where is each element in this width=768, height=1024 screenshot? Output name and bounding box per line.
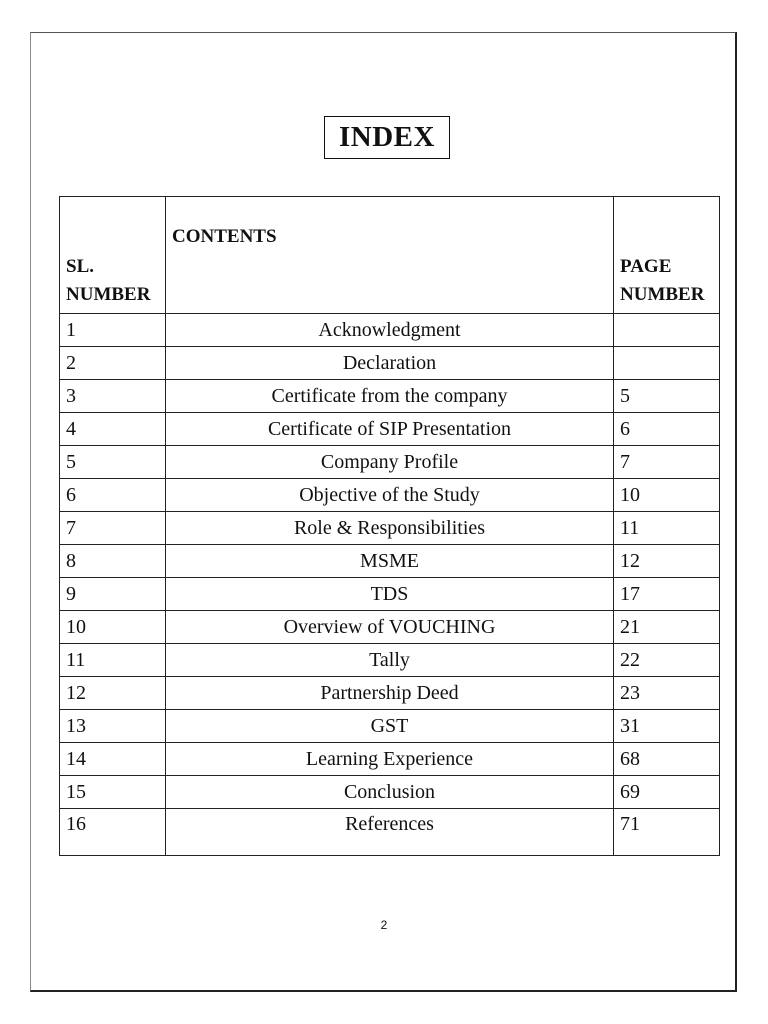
contents-cell: Learning Experience <box>166 743 614 776</box>
page-number-cell: 5 <box>614 380 720 413</box>
contents-cell: Declaration <box>166 347 614 380</box>
sl-number-cell: 4 <box>60 413 166 446</box>
page-number-cell: 7 <box>614 446 720 479</box>
sl-number-cell: 3 <box>60 380 166 413</box>
table-row <box>60 347 720 380</box>
page-number-cell: 71 <box>614 809 720 856</box>
sl-number-header <box>60 197 166 314</box>
sl-number-cell: 1 <box>60 314 166 347</box>
sl-number-cell: 9 <box>60 578 166 611</box>
sl-number-cell: 6 <box>60 479 166 512</box>
contents-header: CONTENTS <box>166 197 614 314</box>
contents-cell: MSME <box>166 545 614 578</box>
page-number-cell: 68 <box>614 743 720 776</box>
table-row <box>60 479 720 512</box>
contents-cell: Tally <box>166 644 614 677</box>
page-number-cell <box>614 347 720 380</box>
index-table <box>59 196 720 856</box>
sl-number-cell: 13 <box>60 710 166 743</box>
table-row <box>60 743 720 776</box>
table-row <box>60 710 720 743</box>
table-row <box>60 611 720 644</box>
table-body <box>60 314 720 856</box>
contents-cell: Conclusion <box>166 776 614 809</box>
page-number-header <box>614 197 720 314</box>
sl-number-cell: 10 <box>60 611 166 644</box>
table-row <box>60 776 720 809</box>
page-number-header-line1: PAGE <box>620 256 672 277</box>
page-number-cell: 31 <box>614 710 720 743</box>
sl-number-cell: 15 <box>60 776 166 809</box>
page-number-cell: 12 <box>614 545 720 578</box>
sl-number-cell: 5 <box>60 446 166 479</box>
table-row <box>60 413 720 446</box>
sl-number-cell: 7 <box>60 512 166 545</box>
page-number-cell: 11 <box>614 512 720 545</box>
table-row <box>60 380 720 413</box>
sl-number-cell: 2 <box>60 347 166 380</box>
contents-cell: Role & Responsibilities <box>166 512 614 545</box>
sl-number-cell: 16 <box>60 809 166 856</box>
page-number-cell: 69 <box>614 776 720 809</box>
contents-cell: Certificate from the company <box>166 380 614 413</box>
contents-cell: Company Profile <box>166 446 614 479</box>
page-number-header-line2: NUMBER <box>620 284 705 305</box>
table-header-row <box>60 197 720 314</box>
table-row <box>60 512 720 545</box>
table-row <box>60 809 720 856</box>
table-row <box>60 644 720 677</box>
sl-number-cell: 11 <box>60 644 166 677</box>
contents-cell: Overview of VOUCHING <box>166 611 614 644</box>
page-number-cell: 10 <box>614 479 720 512</box>
sl-number-header-line1: SL. <box>66 256 94 277</box>
page-number: 2 <box>380 918 388 932</box>
contents-cell: GST <box>166 710 614 743</box>
table-row <box>60 446 720 479</box>
sl-number-cell: 14 <box>60 743 166 776</box>
sl-number-cell: 8 <box>60 545 166 578</box>
table-row <box>60 677 720 710</box>
contents-cell: TDS <box>166 578 614 611</box>
page-number-cell: 21 <box>614 611 720 644</box>
page-number-cell: 17 <box>614 578 720 611</box>
page-number-cell: 23 <box>614 677 720 710</box>
table-row <box>60 314 720 347</box>
sl-number-cell: 12 <box>60 677 166 710</box>
sl-number-header-line2: NUMBER <box>66 284 151 305</box>
contents-cell: Certificate of SIP Presentation <box>166 413 614 446</box>
page-title: INDEX <box>324 116 450 159</box>
contents-cell: References <box>166 809 614 856</box>
contents-cell: Acknowledgment <box>166 314 614 347</box>
contents-cell: Partnership Deed <box>166 677 614 710</box>
page-number-cell: 6 <box>614 413 720 446</box>
table-row <box>60 578 720 611</box>
contents-cell: Objective of the Study <box>166 479 614 512</box>
table-row <box>60 545 720 578</box>
page-number-cell <box>614 314 720 347</box>
page-number-cell: 22 <box>614 644 720 677</box>
